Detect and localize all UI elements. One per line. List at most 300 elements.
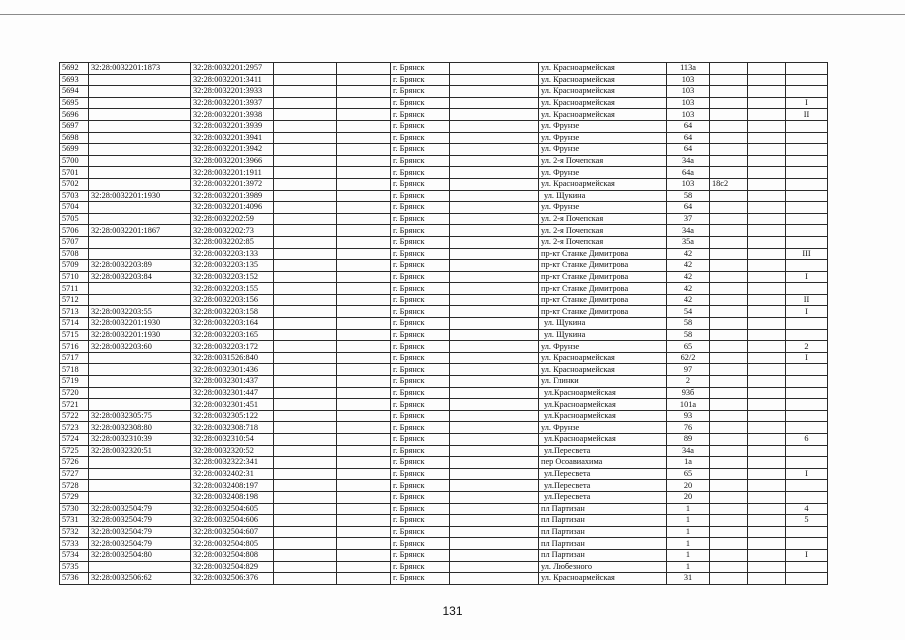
empty-cell [274, 561, 337, 573]
city: г. Брянск [391, 352, 450, 364]
table-row [60, 248, 828, 260]
row-number: 5699 [60, 144, 89, 156]
empty-cell [337, 306, 391, 318]
building-number [710, 503, 748, 515]
cadastral-number: 32:28:0032504:606 [191, 515, 274, 527]
city: г. Брянск [391, 503, 450, 515]
row-number: 5713 [60, 306, 89, 318]
row-number: 5730 [60, 503, 89, 515]
empty-cell [274, 341, 337, 353]
parent-cadastral-number: 32:28:0032506:62 [89, 573, 191, 585]
empty-cell [337, 86, 391, 98]
letter-or-room [786, 190, 828, 202]
building-number: 18с2 [710, 178, 748, 190]
building-number [710, 352, 748, 364]
table-row [60, 399, 828, 411]
empty-cell [748, 549, 786, 561]
house-number: 62/2 [667, 352, 710, 364]
parent-cadastral-number [89, 283, 191, 295]
street: ул. Красноармейская [539, 74, 667, 86]
letter-or-room [786, 399, 828, 411]
empty-cell [450, 503, 539, 515]
empty-cell [450, 144, 539, 156]
street: пл Партизан [539, 515, 667, 527]
empty-cell [274, 306, 337, 318]
building-number [710, 376, 748, 388]
letter-or-room [786, 410, 828, 422]
building-number [710, 329, 748, 341]
city: г. Брянск [391, 526, 450, 538]
empty-cell [748, 410, 786, 422]
empty-cell [337, 97, 391, 109]
empty-cell [748, 318, 786, 330]
city: г. Брянск [391, 561, 450, 573]
letter-or-room: I [786, 468, 828, 480]
street: ул. Красноармейская [539, 109, 667, 121]
city: г. Брянск [391, 294, 450, 306]
empty-cell [748, 74, 786, 86]
empty-cell [450, 561, 539, 573]
city: г. Брянск [391, 399, 450, 411]
empty-cell [274, 387, 337, 399]
table-row [60, 480, 828, 492]
letter-or-room [786, 202, 828, 214]
empty-cell [748, 422, 786, 434]
city: г. Брянск [391, 132, 450, 144]
empty-cell [450, 109, 539, 121]
empty-cell [274, 480, 337, 492]
city: г. Брянск [391, 573, 450, 585]
empty-cell [450, 86, 539, 98]
building-number [710, 573, 748, 585]
empty-cell [337, 167, 391, 179]
empty-cell [450, 155, 539, 167]
parent-cadastral-number: 32:28:0032201:1873 [89, 63, 191, 75]
row-number: 5736 [60, 573, 89, 585]
empty-cell [274, 86, 337, 98]
empty-cell [337, 225, 391, 237]
building-number [710, 561, 748, 573]
letter-or-room [786, 155, 828, 167]
table-row [60, 155, 828, 167]
row-number: 5729 [60, 491, 89, 503]
house-number: 58 [667, 190, 710, 202]
empty-cell [274, 526, 337, 538]
empty-cell [450, 445, 539, 457]
row-number: 5727 [60, 468, 89, 480]
empty-cell [748, 236, 786, 248]
cadastral-number: 32:28:0032504:808 [191, 549, 274, 561]
row-number: 5723 [60, 422, 89, 434]
cadastral-number: 32:28:0032201:3972 [191, 178, 274, 190]
empty-cell [748, 480, 786, 492]
letter-or-room [786, 491, 828, 503]
street: ул. Фрунзе [539, 422, 667, 434]
empty-cell [274, 271, 337, 283]
row-number: 5721 [60, 399, 89, 411]
row-number: 5732 [60, 526, 89, 538]
letter-or-room [786, 422, 828, 434]
empty-cell [337, 155, 391, 167]
house-number: 113а [667, 63, 710, 75]
table-row [60, 225, 828, 237]
building-number [710, 491, 748, 503]
row-number: 5714 [60, 318, 89, 330]
empty-cell [748, 213, 786, 225]
city: г. Брянск [391, 178, 450, 190]
row-number: 5734 [60, 549, 89, 561]
street: ул. Фрунзе [539, 341, 667, 353]
house-number: 64 [667, 144, 710, 156]
house-number: 1 [667, 538, 710, 550]
street: ул. Глинки [539, 376, 667, 388]
city: г. Брянск [391, 480, 450, 492]
table-row [60, 86, 828, 98]
house-number: 34а [667, 445, 710, 457]
city: г. Брянск [391, 248, 450, 260]
scan-edge-line [0, 14, 905, 15]
cadastral-number: 32:28:0032201:3939 [191, 120, 274, 132]
empty-cell [748, 225, 786, 237]
empty-cell [337, 422, 391, 434]
building-number [710, 120, 748, 132]
street: ул.Пересвета [539, 445, 667, 457]
empty-cell [337, 329, 391, 341]
empty-cell [337, 410, 391, 422]
cadastral-number: 32:28:0032408:198 [191, 491, 274, 503]
empty-cell [274, 329, 337, 341]
cadastral-number: 32:28:0032203:133 [191, 248, 274, 260]
empty-cell [337, 213, 391, 225]
table-row [60, 376, 828, 388]
building-number [710, 74, 748, 86]
empty-cell [450, 468, 539, 480]
table-row [60, 120, 828, 132]
empty-cell [748, 132, 786, 144]
building-number [710, 434, 748, 446]
city: г. Брянск [391, 538, 450, 550]
house-number: 93б [667, 387, 710, 399]
cadastral-number: 32:28:0032203:164 [191, 318, 274, 330]
letter-or-room [786, 144, 828, 156]
empty-cell [337, 538, 391, 550]
empty-cell [748, 457, 786, 469]
empty-cell [337, 364, 391, 376]
cadastral-number: 32:28:0032504:829 [191, 561, 274, 573]
parent-cadastral-number: 32:28:0032203:84 [89, 271, 191, 283]
parent-cadastral-number: 32:28:0032201:1930 [89, 190, 191, 202]
building-number [710, 526, 748, 538]
empty-cell [337, 480, 391, 492]
city: г. Брянск [391, 144, 450, 156]
parent-cadastral-number [89, 144, 191, 156]
parent-cadastral-number: 32:28:0032201:1930 [89, 329, 191, 341]
empty-cell [450, 236, 539, 248]
parent-cadastral-number: 32:28:0032310:39 [89, 434, 191, 446]
empty-cell [748, 109, 786, 121]
empty-cell [337, 399, 391, 411]
house-number: 64 [667, 202, 710, 214]
city: г. Брянск [391, 213, 450, 225]
house-number: 64 [667, 132, 710, 144]
empty-cell [450, 376, 539, 388]
city: г. Брянск [391, 155, 450, 167]
empty-cell [450, 120, 539, 132]
house-number: 103 [667, 86, 710, 98]
table-row [60, 329, 828, 341]
empty-cell [274, 364, 337, 376]
empty-cell [748, 399, 786, 411]
row-number: 5703 [60, 190, 89, 202]
letter-or-room [786, 225, 828, 237]
cadastral-number: 32:28:0032201:3942 [191, 144, 274, 156]
table-row [60, 178, 828, 190]
house-number: 65 [667, 341, 710, 353]
table-row [60, 515, 828, 527]
city: г. Брянск [391, 225, 450, 237]
street: ул. Красноармейская [539, 352, 667, 364]
street: ул. Фрунзе [539, 167, 667, 179]
cadastral-number: 32:28:0032203:156 [191, 294, 274, 306]
city: г. Брянск [391, 283, 450, 295]
empty-cell [748, 167, 786, 179]
parent-cadastral-number: 32:28:0032305:75 [89, 410, 191, 422]
empty-cell [274, 410, 337, 422]
row-number: 5695 [60, 97, 89, 109]
house-number: 54 [667, 306, 710, 318]
empty-cell [274, 120, 337, 132]
street: пр-кт Станке Димитрова [539, 283, 667, 295]
table-row [60, 549, 828, 561]
empty-cell [748, 294, 786, 306]
building-number [710, 294, 748, 306]
empty-cell [450, 515, 539, 527]
parent-cadastral-number [89, 97, 191, 109]
letter-or-room: 6 [786, 434, 828, 446]
letter-or-room [786, 526, 828, 538]
row-number: 5704 [60, 202, 89, 214]
table-row [60, 538, 828, 550]
street: ул. Фрунзе [539, 120, 667, 132]
parent-cadastral-number: 32:28:0032504:79 [89, 526, 191, 538]
street: ул.Пересвета [539, 480, 667, 492]
empty-cell [748, 202, 786, 214]
street: пл Партизан [539, 503, 667, 515]
city: г. Брянск [391, 97, 450, 109]
city: г. Брянск [391, 410, 450, 422]
table-row [60, 503, 828, 515]
parent-cadastral-number [89, 399, 191, 411]
empty-cell [450, 294, 539, 306]
city: г. Брянск [391, 468, 450, 480]
empty-cell [274, 318, 337, 330]
empty-cell [450, 178, 539, 190]
house-number: 1 [667, 503, 710, 515]
building-number [710, 248, 748, 260]
row-number: 5731 [60, 515, 89, 527]
empty-cell [274, 294, 337, 306]
row-number: 5708 [60, 248, 89, 260]
empty-cell [748, 97, 786, 109]
row-number: 5698 [60, 132, 89, 144]
empty-cell [450, 248, 539, 260]
cadastral-number: 32:28:0032201:3938 [191, 109, 274, 121]
building-number [710, 260, 748, 272]
empty-cell [274, 63, 337, 75]
table-row [60, 561, 828, 573]
house-number: 34а [667, 155, 710, 167]
letter-or-room: I [786, 97, 828, 109]
empty-cell [337, 503, 391, 515]
letter-or-room [786, 132, 828, 144]
empty-cell [450, 225, 539, 237]
parent-cadastral-number [89, 202, 191, 214]
building-number [710, 318, 748, 330]
street: ул. Фрунзе [539, 132, 667, 144]
street: пл Партизан [539, 526, 667, 538]
street: ул. Красноармейская [539, 86, 667, 98]
building-number [710, 387, 748, 399]
city: г. Брянск [391, 422, 450, 434]
empty-cell [450, 97, 539, 109]
empty-cell [337, 573, 391, 585]
row-number: 5725 [60, 445, 89, 457]
parent-cadastral-number: 32:28:0032203:89 [89, 260, 191, 272]
empty-cell [337, 434, 391, 446]
empty-cell [748, 352, 786, 364]
city: г. Брянск [391, 306, 450, 318]
table-row [60, 97, 828, 109]
building-number [710, 515, 748, 527]
empty-cell [274, 457, 337, 469]
empty-cell [337, 318, 391, 330]
street: ул.Красноармейская [539, 387, 667, 399]
street: ул. Фрунзе [539, 202, 667, 214]
table-row [60, 109, 828, 121]
empty-cell [337, 109, 391, 121]
city: г. Брянск [391, 236, 450, 248]
row-number: 5705 [60, 213, 89, 225]
empty-cell [274, 213, 337, 225]
empty-cell [748, 526, 786, 538]
city: г. Брянск [391, 515, 450, 527]
street: ул. Щукина [539, 190, 667, 202]
letter-or-room: II [786, 109, 828, 121]
empty-cell [450, 549, 539, 561]
empty-cell [748, 387, 786, 399]
letter-or-room [786, 573, 828, 585]
street: ул.Пересвета [539, 468, 667, 480]
table-row [60, 573, 828, 585]
table-row [60, 74, 828, 86]
letter-or-room [786, 445, 828, 457]
letter-or-room: I [786, 549, 828, 561]
empty-cell [337, 178, 391, 190]
registry-table [59, 62, 828, 585]
empty-cell [337, 132, 391, 144]
parent-cadastral-number [89, 86, 191, 98]
letter-or-room: 2 [786, 341, 828, 353]
empty-cell [450, 329, 539, 341]
row-number: 5735 [60, 561, 89, 573]
table-row [60, 445, 828, 457]
table-row [60, 63, 828, 75]
empty-cell [748, 63, 786, 75]
house-number: 42 [667, 283, 710, 295]
cadastral-number: 32:28:0032201:3937 [191, 97, 274, 109]
house-number: 65 [667, 468, 710, 480]
city: г. Брянск [391, 549, 450, 561]
city: г. Брянск [391, 445, 450, 457]
empty-cell [748, 538, 786, 550]
table-row [60, 318, 828, 330]
empty-cell [748, 190, 786, 202]
house-number: 97 [667, 364, 710, 376]
empty-cell [274, 202, 337, 214]
building-number [710, 86, 748, 98]
empty-cell [450, 480, 539, 492]
empty-cell [748, 283, 786, 295]
empty-cell [337, 445, 391, 457]
cadastral-number: 32:28:0032202:85 [191, 236, 274, 248]
cadastral-number: 32:28:0032301:447 [191, 387, 274, 399]
empty-cell [450, 260, 539, 272]
row-number: 5700 [60, 155, 89, 167]
empty-cell [748, 306, 786, 318]
letter-or-room [786, 167, 828, 179]
table-row [60, 132, 828, 144]
letter-or-room [786, 387, 828, 399]
empty-cell [337, 248, 391, 260]
table-row [60, 468, 828, 480]
street: ул. 2-я Почепская [539, 225, 667, 237]
building-number [710, 132, 748, 144]
street: пл Партизан [539, 549, 667, 561]
building-number [710, 225, 748, 237]
empty-cell [748, 515, 786, 527]
empty-cell [274, 132, 337, 144]
row-number: 5696 [60, 109, 89, 121]
empty-cell [337, 190, 391, 202]
row-number: 5706 [60, 225, 89, 237]
house-number: 58 [667, 318, 710, 330]
street: ул. 2-я Почепская [539, 236, 667, 248]
empty-cell [450, 190, 539, 202]
table-row [60, 271, 828, 283]
empty-cell [274, 283, 337, 295]
table-row [60, 491, 828, 503]
empty-cell [274, 167, 337, 179]
letter-or-room [786, 480, 828, 492]
city: г. Брянск [391, 329, 450, 341]
table-row [60, 526, 828, 538]
empty-cell [450, 387, 539, 399]
building-number [710, 155, 748, 167]
house-number: 1 [667, 515, 710, 527]
city: г. Брянск [391, 364, 450, 376]
cadastral-number: 32:28:0032310:54 [191, 434, 274, 446]
street: ул.Красноармейская [539, 434, 667, 446]
table-row [60, 190, 828, 202]
empty-cell [450, 341, 539, 353]
empty-cell [450, 318, 539, 330]
cadastral-number: 32:28:0032402:31 [191, 468, 274, 480]
empty-cell [450, 434, 539, 446]
empty-cell [337, 294, 391, 306]
parent-cadastral-number: 32:28:0032203:55 [89, 306, 191, 318]
letter-or-room [786, 329, 828, 341]
city: г. Брянск [391, 167, 450, 179]
